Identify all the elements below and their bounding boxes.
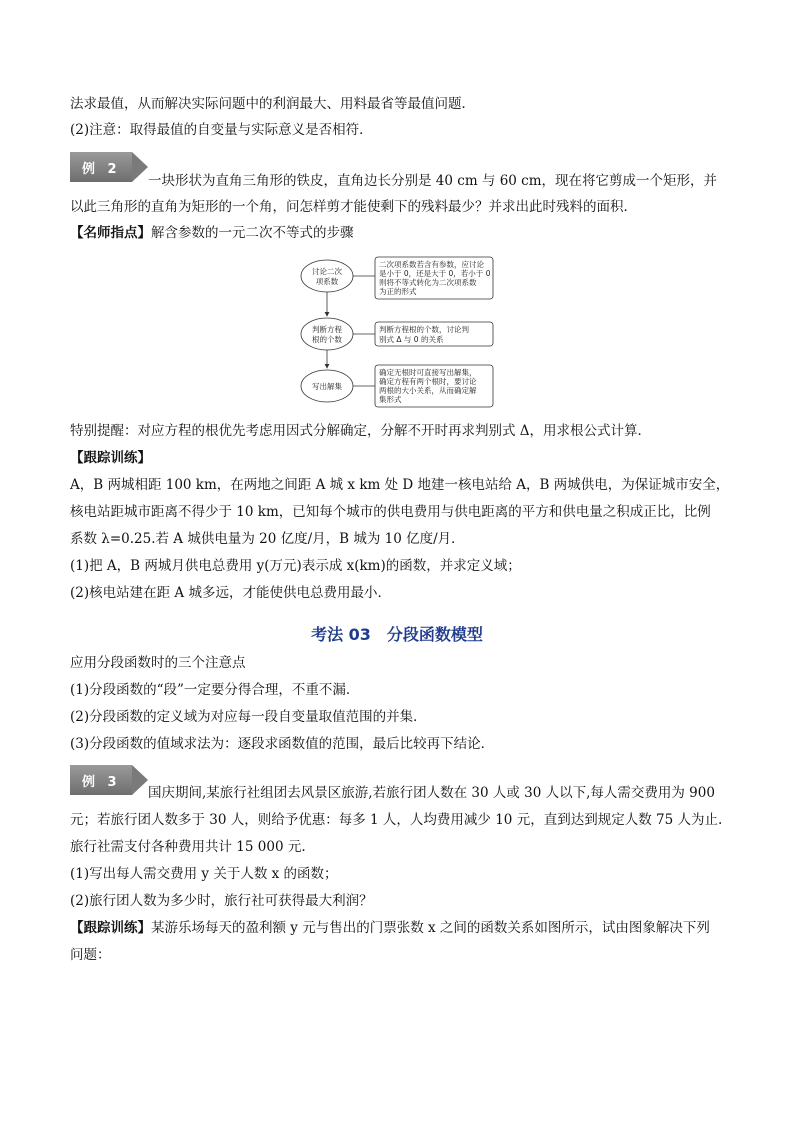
tag-arrow (132, 765, 148, 795)
flow-step-1-text-b: 项系数 (315, 277, 339, 286)
example-3-line-3: 旅行社需支付各种费用共计 15 000 元. (70, 839, 306, 855)
flow-note-2-line-1: 判断方程根的个数，讨论判 (379, 325, 469, 334)
flow-note-3-line-2: 确定方程有两个根时，要讨论 (379, 377, 477, 386)
intro-line-2: (2)注意：取得最值的自变量与实际意义是否相符． (70, 122, 373, 138)
training-2-line-1: 某游乐场每天的盈利额 y 元与售出的门票张数 x 之间的函数关系如图所示，试由图象解决下列 (151, 920, 710, 936)
example-3-line-1: 国庆期间,某旅行社组团去风景区旅游,若旅行团人数在 30 人或 30 人以下,每人需交费用为 900 (148, 785, 715, 801)
section-title: 考法 03 分段函数模型 (311, 625, 483, 644)
training-1-line-3: 系数 λ=0.25.若 A 城供电量为 20 亿度/月，B 城为 10 亿度/月． (70, 531, 465, 547)
flow-note-1-line-3: 则将不等式转化为二次项系数 (379, 278, 477, 287)
training-1-line-2: 核电站距城市距离不得少于 10 km，已知每个城市的供电费用与供电距离的平方和供电量之积成正比，比例 (70, 504, 711, 520)
intro-line-1: 法求最值，从而解决实际问题中的利润最大、用料最省等最值问题． (70, 96, 475, 112)
training-1-line-1: A，B 两城相距 100 km，在两地之间距 A 城 x km 处 D 地建一核电站给 A，B 两城供电，为保证城市安全， (70, 477, 730, 493)
example-2-line-1: 一块形状为直角三角形的铁皮，直角边长分别是 40 cm 与 60 cm，现在将它剪成一个矩形，并 (148, 173, 718, 189)
special-reminder: 特别提醒：对应方程的根优先考虑用因式分解确定，分解不开时再求判别式 Δ，用求根公式计算． (70, 423, 652, 439)
tag-arrow (132, 152, 148, 182)
note-1: (1)分段函数的“段”一定要分得合理，不重不漏． (70, 682, 360, 698)
flow-step-3-text: 写出解集 (312, 382, 342, 391)
training-2-line-2: 问题： (70, 947, 111, 963)
flow-note-3-line-3: 两根的大小关系，从而确定解 (379, 386, 477, 395)
example-3-label: 例 3 (82, 775, 121, 790)
training-2-label: 【跟踪训练】 (70, 920, 151, 936)
flow-step-2-text-a: 判断方程 (312, 325, 342, 334)
flow-step-2-text-b: 根的个数 (312, 335, 342, 344)
flow-note-1-line-2: 是小于 0，还是大于 0，若小于 0 (379, 269, 491, 278)
training-2-paragraph (70, 917, 710, 939)
flowchart (297, 254, 507, 414)
training-1-question-2: (2)核电站建在距 A 城多远，才能使供电总费用最小． (70, 585, 391, 601)
flow-note-3-line-4: 集形式 (379, 395, 402, 404)
tip-label: 【名师指点】 (70, 225, 151, 241)
example-3-question-1: (1)写出每人需交费用 y 关于人数 x 的函数； (70, 866, 338, 882)
example-2-line-2: 以此三角形的直角为矩形的一个角，问怎样剪才能使剩下的残料最少？并求出此时残料的面积． (70, 199, 637, 215)
flow-step-2-ellipse (301, 318, 353, 350)
notes-heading: 应用分段函数时的三个注意点 (70, 655, 246, 671)
flow-note-2-line-2: 别式 Δ 与 0 的关系 (379, 335, 444, 344)
flow-note-1-line-1: 二次项系数若含有参数，应讨论 (379, 260, 484, 269)
example-3-tag (70, 765, 148, 795)
training-1-label: 【跟踪训练】 (70, 450, 151, 466)
tip-paragraph (70, 222, 354, 244)
example-3-line-2: 元；若旅行团人数多于 30 人，则给予优惠：每多 1 人，人均费用减少 10 元，直到达到规定人数 75 人为止. (70, 812, 723, 828)
example-3-question-2: (2)旅行团人数为多少时，旅行社可获得最大利润？ (70, 893, 373, 909)
example-2-tag (70, 152, 148, 182)
example-2-label: 例 2 (82, 162, 121, 177)
flow-note-1-line-4: 为正的形式 (379, 287, 417, 296)
tip-text: 解含参数的一元二次不等式的步骤 (151, 225, 354, 241)
flow-step-1-text-a: 讨论二次 (312, 267, 342, 276)
flow-note-3-line-1: 确定无根时可直接写出解集， (379, 368, 477, 377)
note-2: (2)分段函数的定义域为对应每一段自变量取值范围的并集． (70, 709, 427, 725)
note-3: (3)分段函数的值域求法为：逐段求函数值的范围，最后比较再下结论． (70, 736, 495, 752)
flow-step-1-ellipse (301, 260, 353, 292)
training-1-question-1: (1)把 A，B 两城月供电总费用 y(万元)表示成 x(km)的函数，并求定义域； (70, 558, 521, 574)
flowchart-svg (297, 254, 507, 414)
